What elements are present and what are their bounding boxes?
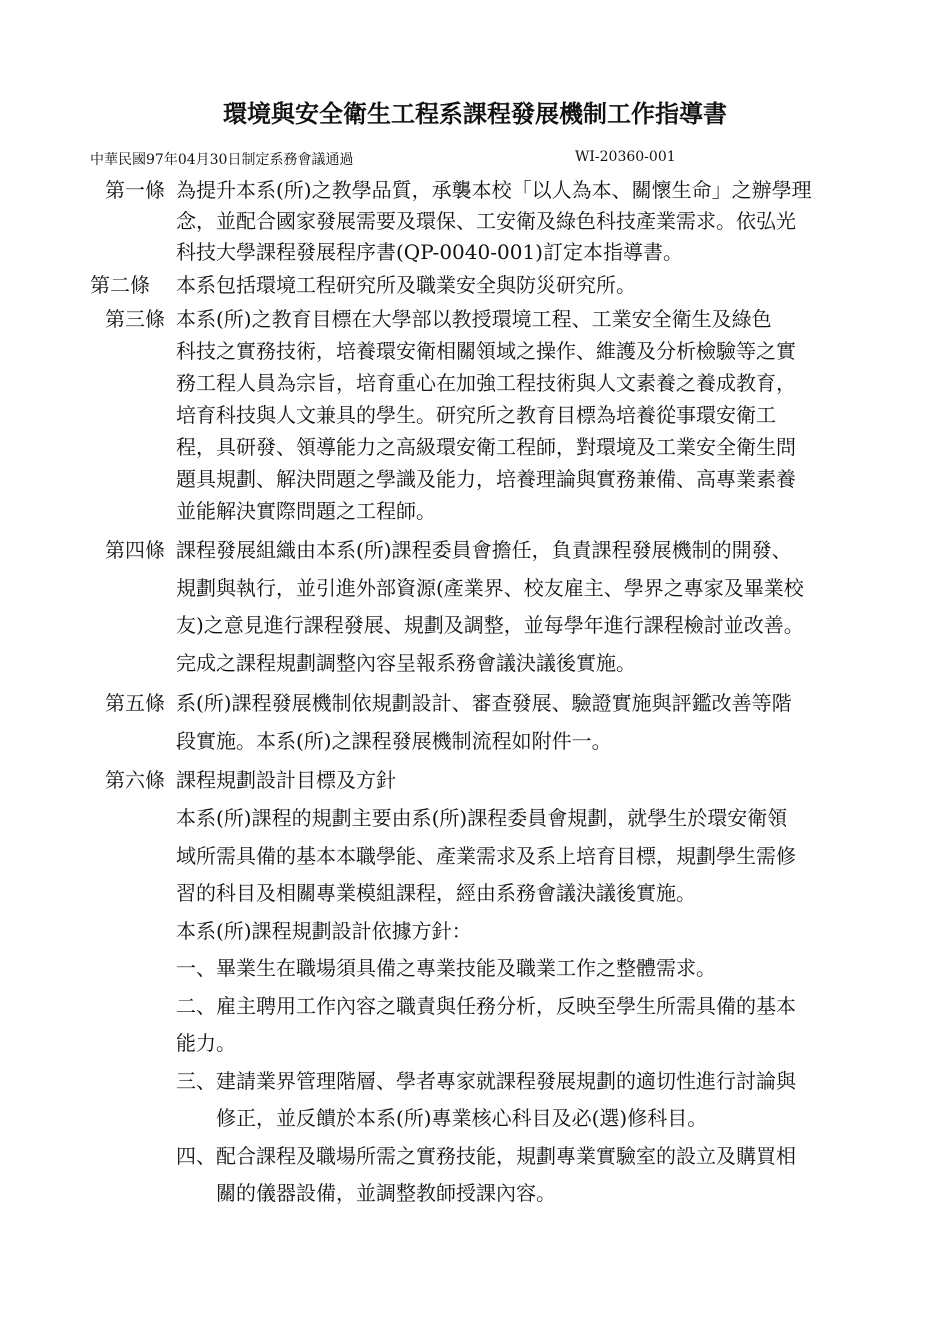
approval-date: 中華民國97年04月30日制定系務會議通過 (90, 152, 354, 168)
policy-item-line: 三、建請業界管理階層、學者專家就課程發展規劃的適切性進行討論與 (176, 1068, 796, 1093)
article-line: 課程發展組織由本系(所)課程委員會擔任，負責課程發展機制的開發、 (176, 538, 792, 562)
policy-item-line: 修正，並反饋於本系(所)專業核心科目及必(選)修科目。 (216, 1106, 708, 1130)
article-body (176, 532, 860, 682)
article-label: 第二條 (90, 273, 150, 297)
article-line: 培育科技與人文兼具的學生。研究所之教育目標為培養從事環安衛工 (176, 403, 776, 427)
article-line: 題具規劃、解決問題之學識及能力，培養理論與實務兼備、高專業素養 (176, 467, 796, 491)
paragraph-line: 域所需具備的基本本職學能、產業需求及系上培育目標，規劃學生需修 (176, 843, 796, 868)
policy-item-3 (176, 1063, 860, 1138)
article-line: 科技大學課程發展程序書(QP-0040-001)訂定本指導書。 (176, 240, 683, 264)
article-line: 友)之意見進行課程發展、規劃及調整，並每學年進行課程檢討並改善。 (176, 613, 804, 637)
policy-intro: 本系(所)課程規劃設計依據方針： (176, 918, 472, 943)
article-body (176, 685, 860, 760)
paragraph-line: 本系(所)課程的規劃主要由系(所)課程委員會規劃，就學生於環安衛領 (176, 806, 788, 830)
article-line: 為提升本系(所)之教學品質，承襲本校「以人為本、關懷生命」之辦學理 (176, 178, 812, 202)
article-body (176, 175, 860, 268)
policy-item-2 (176, 988, 860, 1063)
article-body (176, 303, 860, 527)
article-line: 科技之實務技術，培養環安衛相關領域之操作、維護及分析檢驗等之實 (176, 339, 796, 363)
policy-item-line: 一、畢業生在職場須具備之專業技能及職業工作之整體需求。 (176, 956, 716, 980)
article-line: 程，具研發、領導能力之高級環安衛工程師，對環境及工業安全衛生問 (176, 435, 796, 459)
article-label: 第三條 (105, 307, 165, 331)
policy-item-line: 二、雇主聘用工作內容之職責與任務分析，反映至學生所需具備的基本 (176, 993, 796, 1018)
policy-item-line: 四、配合課程及職場所需之實務技能，規劃專業實驗室的設立及購買相 (176, 1143, 796, 1168)
article-6-content (176, 800, 860, 1213)
document-title: 環境與安全衛生工程系課程發展機制工作指導書 (223, 99, 727, 128)
article-body (176, 270, 860, 301)
policy-item-1 (176, 950, 860, 988)
policy-item-line: 能力。 (176, 1031, 236, 1055)
policy-item-4 (176, 1138, 860, 1213)
article-label: 第六條 (105, 768, 165, 792)
article-line: 課程規劃設計目標及方針 (176, 768, 396, 792)
paragraph-line: 習的科目及相關專業模組課程，經由系務會議決議後實施。 (176, 881, 696, 905)
article-label: 第五條 (105, 691, 165, 715)
article-line: 規劃與執行，並引進外部資源(產業界、校友雇主、學界之專家及畢業校 (176, 575, 804, 600)
article-line: 系(所)課程發展機制依規劃設計、審查發展、驗證實施與評鑑改善等階 (176, 691, 792, 715)
document-code: WI-20360-001 (575, 149, 676, 165)
article-line: 務工程人員為宗旨，培育重心在加強工程技術與人文素養之養成教育， (176, 371, 796, 395)
article-label: 第四條 (105, 538, 165, 562)
article-line: 念，並配合國家發展需要及環保、工安衛及綠色科技產業需求。依弘光 (176, 209, 796, 233)
article-line: 本系包括環境工程研究所及職業安全與防災研究所。 (176, 273, 636, 297)
article-body (176, 762, 860, 800)
article-label: 第一條 (105, 178, 165, 202)
article-line: 本系(所)之教育目標在大學部以教授環境工程、工業安全衛生及綠色 (176, 307, 772, 331)
article-line: 段實施。本系(所)之課程發展機制流程如附件一。 (176, 728, 612, 753)
policy-item-line: 關的儀器設備，並調整教師授課內容。 (216, 1181, 556, 1205)
article-line: 完成之課程規劃調整內容呈報系務會議決議後實施。 (176, 650, 636, 675)
article-line: 並能解決實際問題之工程師。 (176, 499, 436, 523)
